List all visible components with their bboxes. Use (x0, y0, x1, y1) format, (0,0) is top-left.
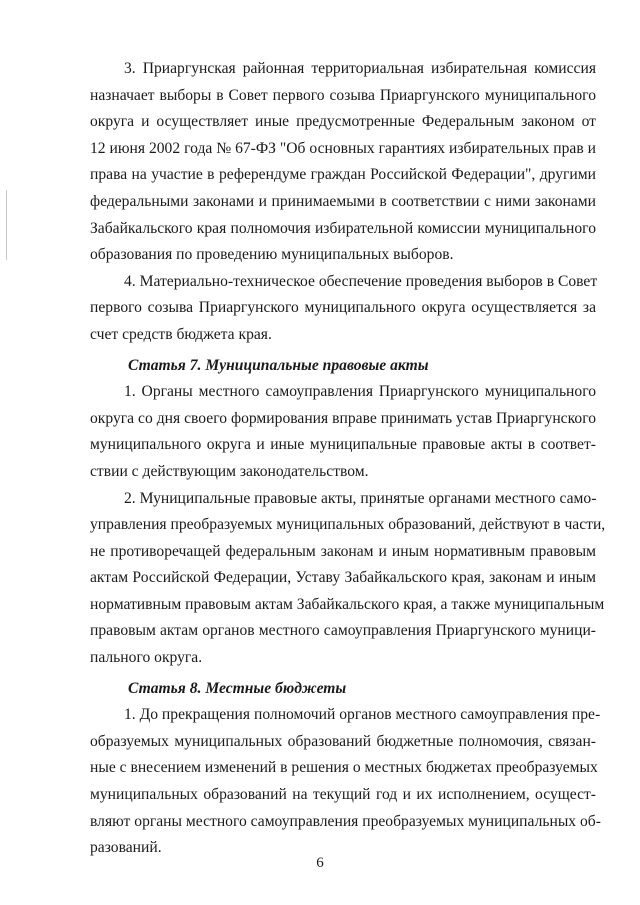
article-heading: Статья 7. Муниципальные правовые акты (128, 356, 429, 374)
text-line: управления преобразуемых муниципальных образований, действуют в части, (90, 516, 606, 534)
text-line: образования по проведению муниципальных выборов. (90, 246, 454, 264)
paragraph (90, 486, 606, 672)
text-line: федеральными законами и принимаемыми в соответствии с ними законами (90, 192, 596, 210)
text-line: вляют органы местного самоуправления преобразуемых муниципальных об- (90, 812, 601, 830)
document-body (90, 56, 606, 862)
text-line: пального округа. (90, 649, 203, 667)
text-line: Забайкальского края полномочия избирательной комиссии муниципального (90, 219, 596, 237)
scan-edge-mark (6, 190, 7, 260)
text-line: 1. До прекращения полномочий органов местного самоуправления пре- (124, 706, 601, 724)
text-line: права на участие в референдуме граждан Российской Федерации", другими (90, 166, 596, 184)
paragraph (90, 56, 596, 269)
text-line: муниципальных образований на текущий год и их исполнением, осущест- (90, 786, 596, 804)
text-line: разований. (90, 839, 162, 857)
text-line: образуемых муниципальных образований бюджетные полномочия, связан- (90, 732, 596, 750)
text-line: нормативным правовым актам Забайкальского края, а также муниципальным (90, 595, 605, 613)
text-line: ные с внесением изменений в решения о местных бюджетах преобразуемых (90, 759, 598, 777)
text-line: 4. Материально-техническое обеспечение проведения выборов в Совет (124, 272, 598, 290)
text-line: назначает выборы в Совет первого созыва Приаргунского муниципального (90, 86, 596, 104)
paragraph (90, 702, 601, 862)
text-line: 3. Приаргунская районная территориальная избирательная комиссия (124, 60, 596, 77)
text-line: первого созыва Приаргунского муниципального округа осуществляется за (90, 299, 596, 317)
text-line: 1. Органы местного самоуправления Приаргунского муниципального (124, 383, 596, 401)
text-line: не противоречащей федеральным законам и иным нормативным правовым (90, 542, 596, 560)
text-line: округа и осуществляет иные предусмотренные Федеральным законом от (90, 113, 596, 131)
text-line: правовым актам органов местного самоуправления Приаргунского муници- (90, 622, 596, 640)
page-number: 6 (316, 855, 324, 871)
paragraph (90, 269, 596, 349)
text-line: ствии с действующим законодательством. (90, 462, 369, 480)
text-line: актам Российской Федерации, Уставу Забайкальского края, законам и иным (90, 569, 596, 587)
paragraph (90, 379, 596, 485)
text-line: счет средств бюджета края. (90, 325, 272, 343)
text-line: 2. Муниципальные правовые акты, принятые органами местного само- (124, 489, 597, 507)
article-heading: Статья 8. Местные бюджеты (128, 679, 347, 697)
text-line: 12 июня 2002 года № 67-ФЗ "Об основных гарантиях избирательных прав и (90, 139, 596, 157)
text-line: муниципального округа и иные муниципальные правовые акты в соответ- (90, 436, 596, 454)
text-line: округа со дня своего формирования вправе принимать устав Приаргунского (90, 409, 596, 427)
